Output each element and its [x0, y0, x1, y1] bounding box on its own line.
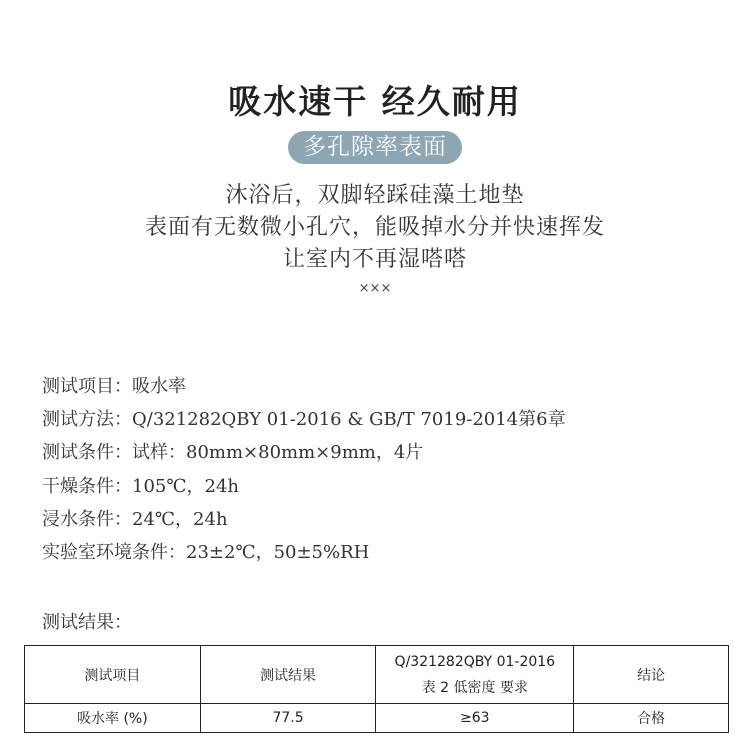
page-title: 吸水速干 经久耐用 [228, 82, 522, 121]
table-row [25, 704, 729, 733]
table-header-standard: Q/321282QBY 01-2016 [394, 653, 556, 670]
table-header-requirement: 表 2 低密度 要求 [421, 679, 528, 696]
description-line-2: 表面有无数微小孔穴，能吸掉水分并快速挥发 [144, 215, 605, 240]
table-cell: 合格 [574, 704, 729, 733]
decorative-mark: ××× [358, 281, 392, 296]
table-cell: 77.5 [200, 704, 376, 733]
results-label: 测试结果： [42, 612, 132, 633]
table-header-cell: 测试项目 [25, 646, 201, 704]
spec-test-method: 测试方法：Q/321282QBY 01-2016 & GB/T 7019-2014第6章 [42, 409, 566, 430]
spec-test-item: 测试项目：吸水率 [42, 376, 186, 397]
spec-soaking-condition: 浸水条件：24℃，24h [42, 509, 228, 530]
table-cell: 吸水率 (%) [25, 704, 201, 733]
table-header-cell: 测试结果 [200, 646, 376, 704]
description-line-1: 沐浴后，双脚轻踩硅藻土地垫 [225, 183, 525, 208]
spec-lab-condition: 实验室环境条件：23±2℃，50±5%RH [42, 542, 370, 563]
results-table [24, 645, 729, 733]
spec-drying-condition: 干燥条件：105℃，24h [42, 476, 239, 497]
table-header-row [25, 646, 729, 704]
description-line-3: 让室内不再湿嗒嗒 [282, 247, 467, 272]
spec-test-condition: 测试条件：试样：80mm×80mm×9mm，4片 [42, 442, 424, 463]
table-cell: ≥63 [376, 704, 574, 733]
table-header-cell: 结论 [574, 646, 729, 704]
feature-badge: 多孔隙率表面 [288, 131, 462, 164]
table-header-cell [376, 646, 574, 704]
